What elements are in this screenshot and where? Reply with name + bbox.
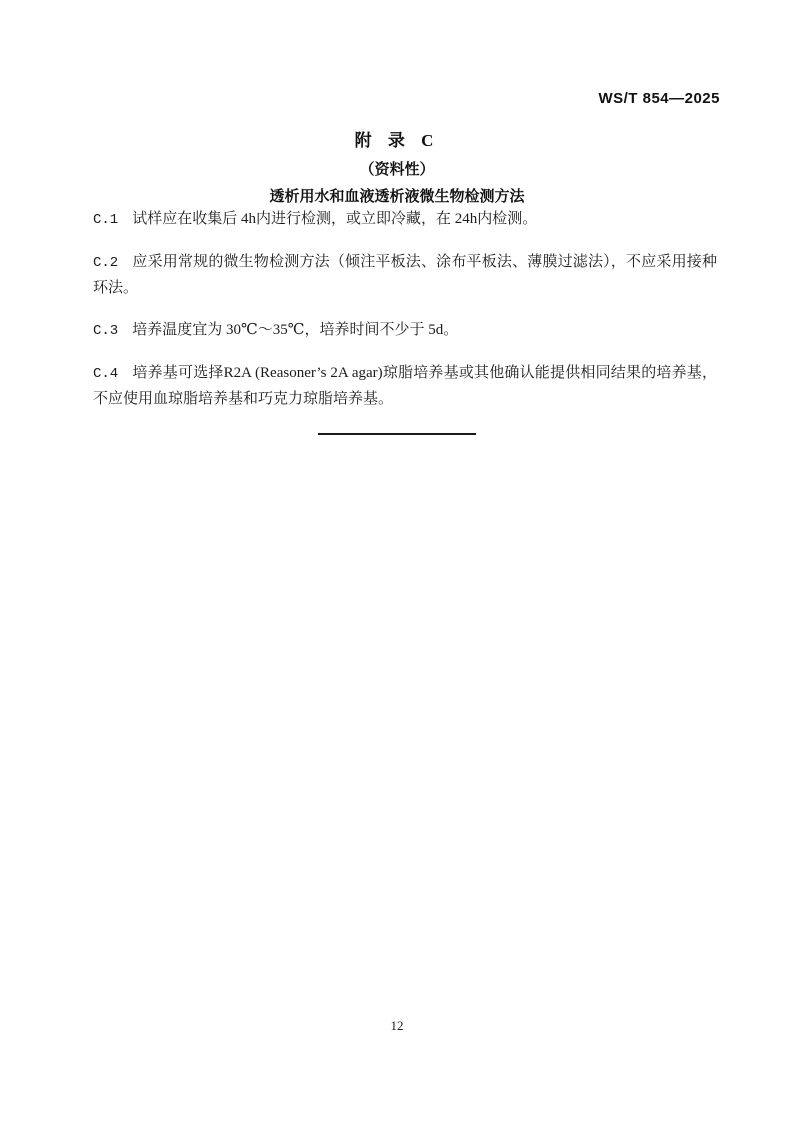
clause-c2-text: 应采用常规的微生物检测方法（倾注平板法、涂布平板法、薄膜过滤法），不应采用接种环法。 [93, 254, 717, 296]
clause-c2 [93, 250, 717, 301]
end-of-section-rule [318, 433, 476, 435]
clause-c3 [93, 318, 717, 344]
clause-c3-number: C.3 [93, 323, 119, 339]
appendix-subtitle: 透析用水和血液透析液微生物检测方法 [269, 189, 525, 205]
appendix-title: 附 录 C [354, 131, 440, 150]
clause-c4-text: 培养基可选择R2A (Reasoner’s 2A agar)琼脂培养基或其他确认能提供相同结果的培养基，不应使用血琼脂培养基和巧克力琼脂培养基。 [93, 365, 717, 407]
appendix-type-label: （资料性） [359, 162, 435, 178]
clause-c4-number: C.4 [93, 366, 119, 382]
appendix-title-block [0, 126, 794, 206]
clause-c1-text: 试样应在收集后 4h内进行检测，或立即冷藏，在 24h内检测。 [132, 211, 538, 227]
clause-c1-number: C.1 [93, 212, 119, 228]
clause-c3-text: 培养温度宜为 30℃～35℃，培养时间不少于 5d。 [132, 322, 459, 338]
standard-number-header: WS/T 854—2025 [598, 90, 720, 107]
page-number: 12 [390, 1018, 404, 1033]
clause-c4 [93, 361, 717, 412]
clause-list [93, 207, 717, 429]
clause-c1 [93, 207, 717, 233]
clause-c2-number: C.2 [93, 255, 119, 271]
